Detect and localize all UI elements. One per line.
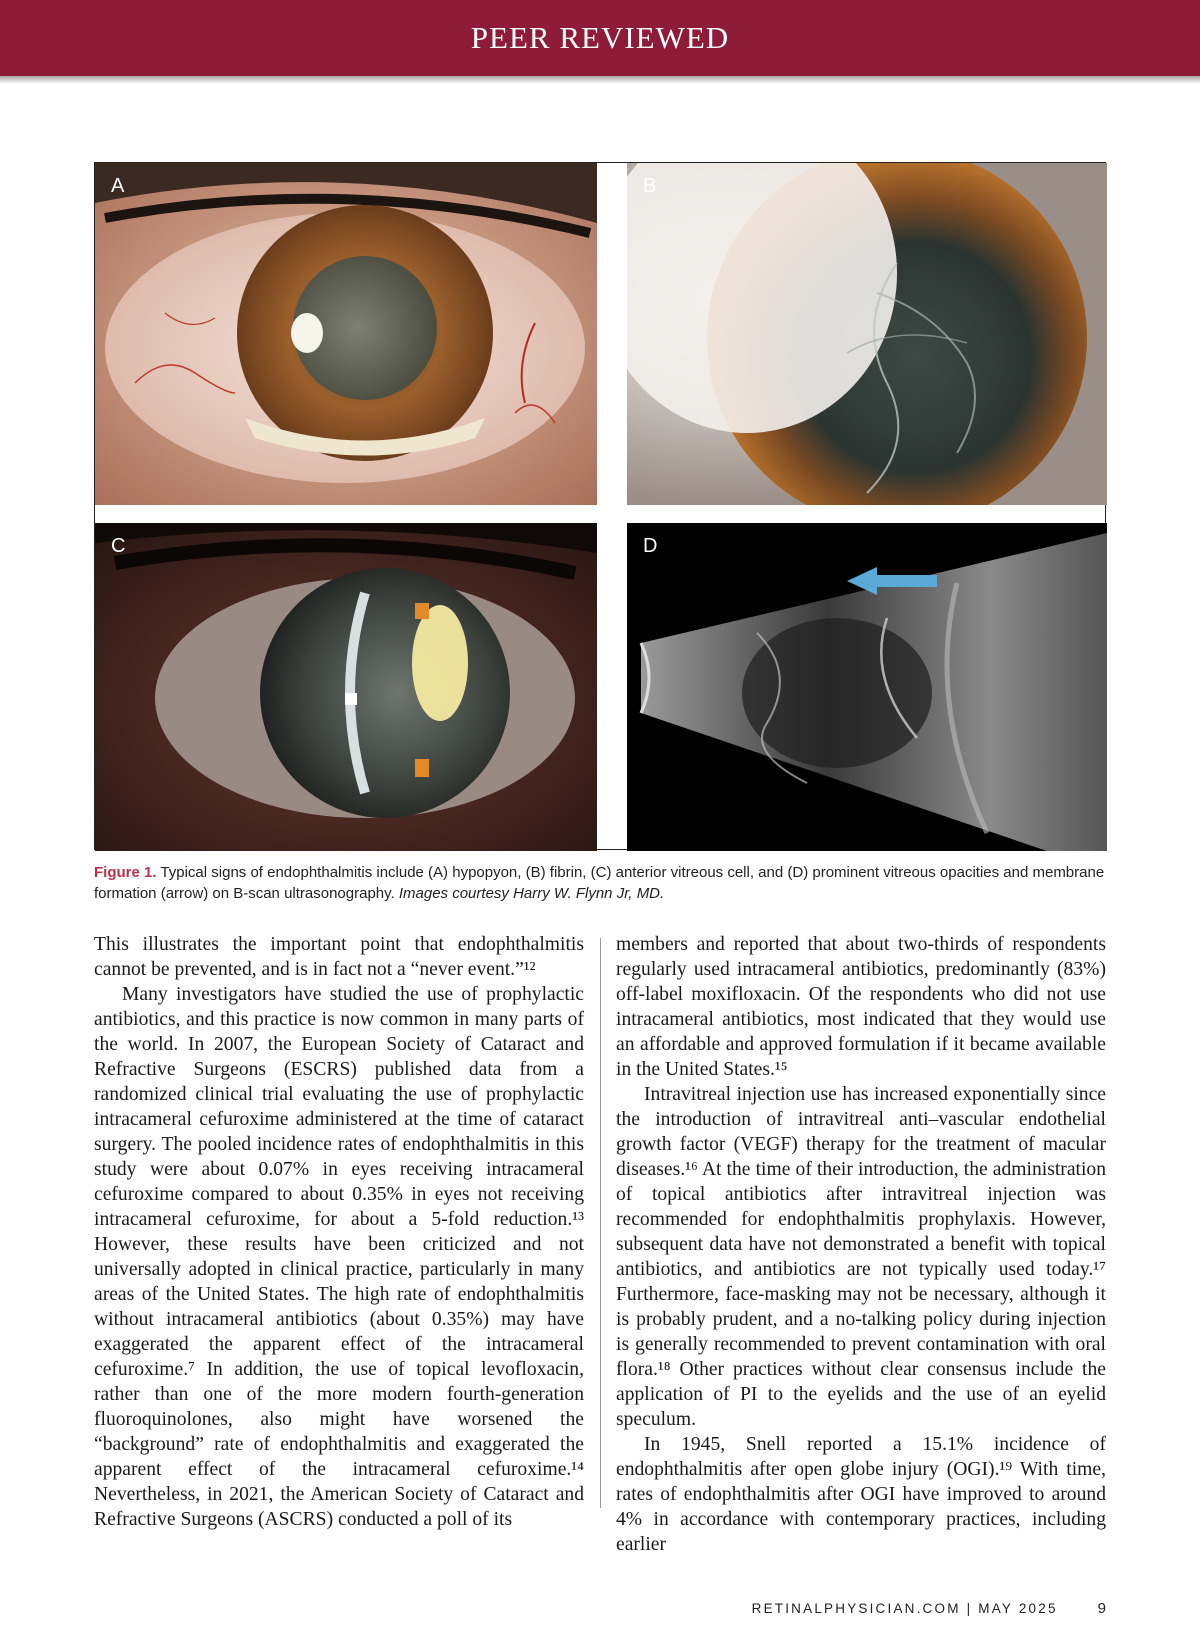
body-paragraph: This illustrates the important point that endophthalmitis cannot be prevented, and is in fact not a “never event.”¹² xyxy=(94,934,584,980)
article-column-right xyxy=(616,932,1106,1557)
body-paragraph: members and reported that about two-thirds of respondents regularly used intracameral antibiotics, predominantly (83%) off-label moxifloxacin. Of the respondents who did not use intracameral antibiotics, most indicated that they would use an affordable and approved formulation if it became available in the United States.¹⁵ xyxy=(616,934,1106,1080)
panel-b-label: B xyxy=(643,175,657,197)
figure-panel-d-image xyxy=(627,523,1107,851)
page-number: 9 xyxy=(1097,1599,1106,1617)
section-title: PEER REVIEWED xyxy=(470,20,730,55)
column-divider xyxy=(600,938,601,1508)
figure-label: Figure 1. xyxy=(94,864,157,881)
panel-c-label: C xyxy=(111,535,126,557)
section-banner xyxy=(0,0,1200,76)
body-paragraph: In 1945, Snell reported a 15.1% incidence of endophthalmitis after open globe injury (OGI).¹⁹ With time, rates of endophthalmitis after OGI have improved to around 4% in accordance with contemporary practices, including earlier xyxy=(616,1434,1106,1555)
figure-caption xyxy=(94,862,1106,904)
figure-composite xyxy=(94,162,1106,850)
banner-shadow xyxy=(0,76,1200,84)
caption-text: Typical signs of endophthalmitis include (A) hypopyon, (B) fibrin, (C) anterior vitreous cell, and (D) prominent vitreous opacities and membrane formation (arrow) on B-scan ultrasonography. xyxy=(94,864,1105,902)
panel-d-label: D xyxy=(643,535,658,557)
article-column-left xyxy=(94,932,584,1532)
figure-panel-b-image xyxy=(627,163,1107,505)
figure-panel-a-image xyxy=(95,163,597,505)
image-credit: Images courtesy Harry W. Flynn Jr, MD. xyxy=(398,885,665,902)
panel-a-label: A xyxy=(111,175,125,197)
body-paragraph: Intravitreal injection use has increased exponentially since the introduction of intravitreal anti–vascular endothelial growth factor (VEGF) therapy for the treatment of macular diseases.¹⁶ At the time of their introduction, the administration of topical antibiotics after intravitreal injection was recommended for endophthalmitis prophylaxis. However, subsequent data have not demonstrated a benefit with topical antibiotics, and antibiotics are not typically used today.¹⁷ Furthermore, face-masking may not be necessary, although it is probably prudent, and a no-talking policy during injection is generally recommended to prevent contamination with oral flora.¹⁸ Other practices without clear consensus include the application of PI to the eyelids and the use of an eyelid speculum. xyxy=(616,1084,1106,1430)
footer-publication: RETINALPHYSICIAN.COM | MAY 2025 xyxy=(751,1600,1058,1616)
page-footer xyxy=(750,1598,1106,1618)
figure-panel-c-image xyxy=(95,523,597,851)
body-paragraph: Many investigators have studied the use of prophylactic antibiotics, and this practice is now common in many parts of the world. In 2007, the European Society of Cataract and Refractive Surgeons (ESCRS) published data from a randomized clinical trial evaluating the use of prophylactic intracameral cefuroxime administered at the time of cataract surgery. The pooled incidence rates of endophthalmitis in this study were about 0.07% in eyes receiving intracameral cefuroxime compared to about 0.35% in eyes not receiving intracameral cefuroxime, for about a 5-fold reduction.¹³ However, these results have been criticized and not universally adopted in clinical practice, particularly in many areas of the United States. The high rate of endophthalmitis without intracameral antibiotics (about 0.35%) may have exaggerated the apparent effect of the intracameral cefuroxime.⁷ In addition, the use of topical levofloxacin, rather than one of the more modern fourth-generation fluoroquinolones, also might have worsened the “background” rate of endophthalmitis and exaggerated the apparent effect of the intracameral cefuroxime.¹⁴ Nevertheless, in 2021, the American Society of Cataract and Refractive Surgeons (ASCRS) conducted a poll of its xyxy=(94,984,584,1530)
